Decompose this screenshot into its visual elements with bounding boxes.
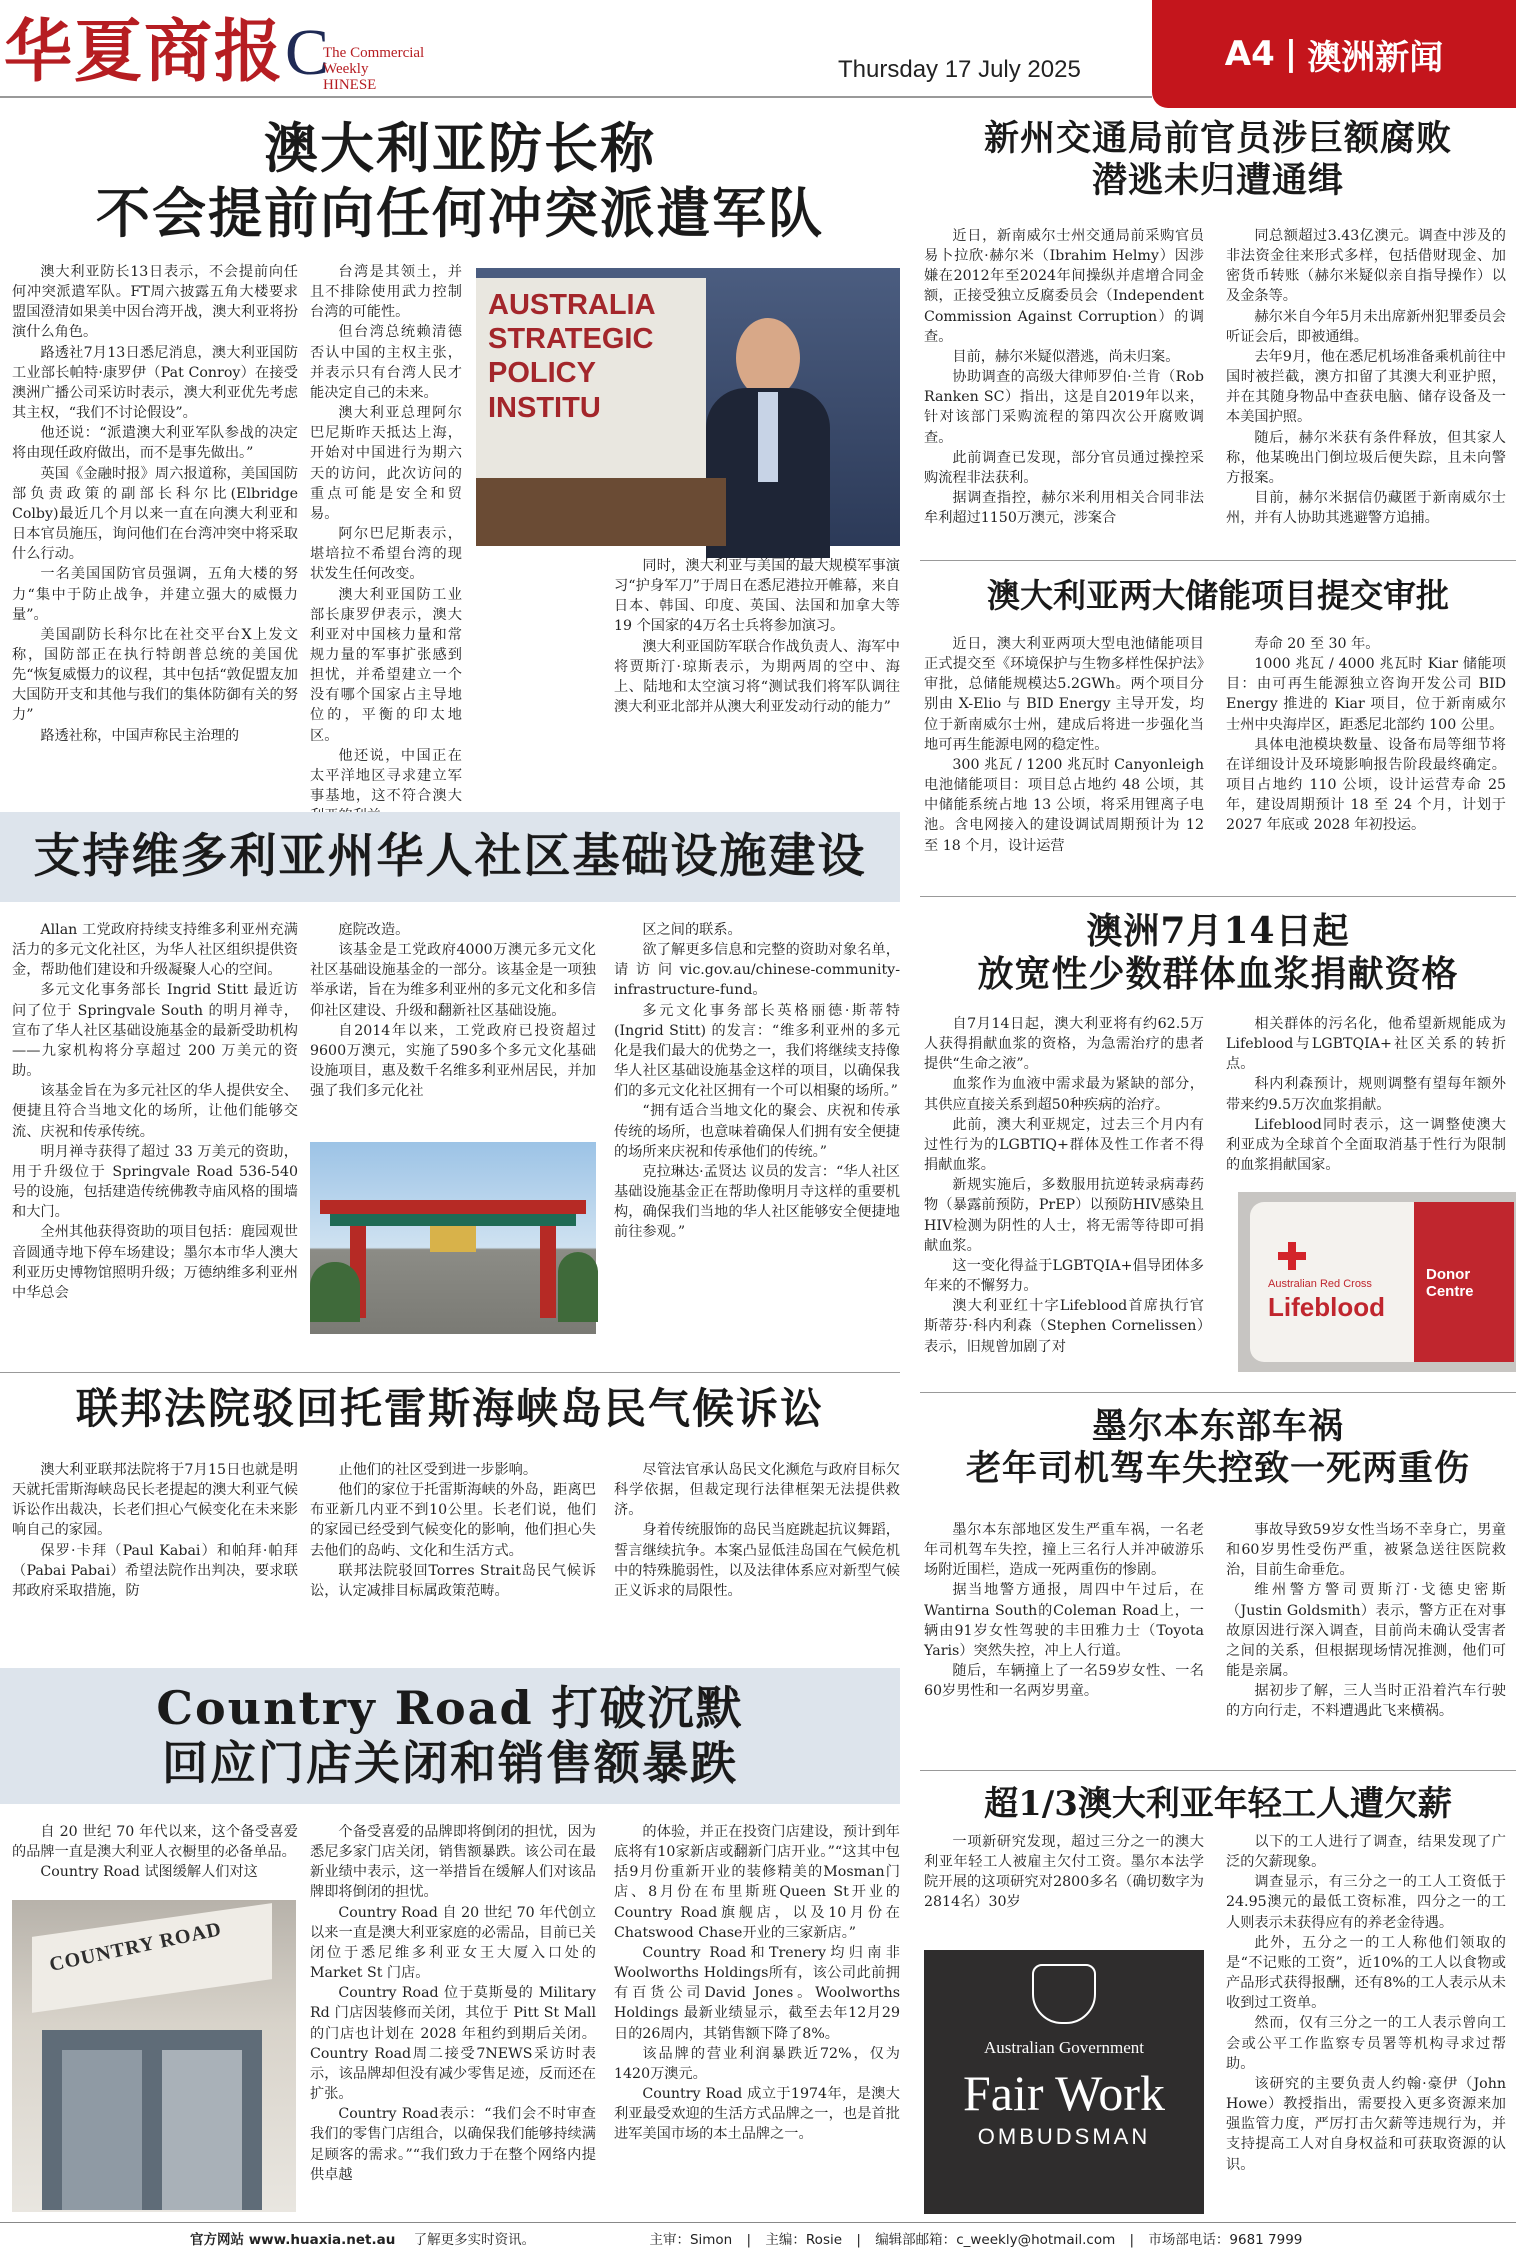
logo-letter-c: C bbox=[285, 16, 330, 89]
footer-editor: Simon bbox=[689, 2232, 733, 2248]
footer-editor-label: 主审： bbox=[649, 2232, 690, 2248]
paragraph: 澳大利亚联邦法院将于7月15日也就是明天就托雷斯海峡岛民长老提起的澳大利亚气候诉讼作出裁决，长老们担心气候变化在未来影响自己的家园。 bbox=[12, 1462, 298, 1539]
headline-torres: 联邦法院驳回托雷斯海峡岛民气候诉讼 bbox=[75, 1384, 824, 1433]
headline-community: 支持维多利亚州华人社区基础设施建设 bbox=[33, 828, 867, 884]
paragraph: Country Road 试图缓解人们对这 bbox=[40, 1864, 258, 1881]
paragraph: 克拉琳达·孟贤达 议员的发言：“华人社区基础设施基金正在帮助像明月寺这样的重要机构，确保我们当地的华人社区能够安全便捷地前往参观。” bbox=[614, 1163, 900, 1241]
paragraph: 庭院改造。 bbox=[338, 922, 410, 938]
photo-lifeblood bbox=[1238, 1192, 1516, 1372]
store-sign: COUNTRY ROAD bbox=[47, 1918, 224, 1977]
storage-col2 bbox=[1226, 634, 1506, 878]
footer-chief-label: 主编： bbox=[765, 2232, 806, 2248]
paragraph: 澳大利亚总理阿尔巴尼斯昨天抵达上海，开始对中国进行为期六天的访问，此次访问的重点可能是安全和贸易。 bbox=[310, 405, 462, 522]
paragraph: 该基金旨在为多元社区的华人提供安全、便捷且符合当地文化的场所，让他们能够交流、庆祝和传承传统。 bbox=[12, 1083, 298, 1140]
defence-col1 bbox=[12, 262, 298, 782]
countryroad-col1 bbox=[12, 1822, 298, 1896]
logo-chinese: 华夏商报 bbox=[4, 12, 285, 92]
paragraph: 个备受喜爱的品牌即将倒闭的担忧，因为悉尼多家门店关闭，销售额暴跌。该公司在最新业绩中表示，这一举措旨在缓解人们对该品牌即将倒闭的担忧。 bbox=[310, 1824, 596, 1901]
paragraph: 科内利森预计，规则调整有望每年额外带来约9.5万次血浆捐献。 bbox=[1226, 1076, 1506, 1113]
paragraph: 近日，澳大利亚两项大型电池储能项目正式提交至《环境保护与生物多样性保护法》审批，总储能规模达5.2GWh。两个项目分别由 X-Elio 与 BID Energy 主导开发，均位于新南威尔士州，建成后将进一步强化当地可再生能源电网的稳定性。 bbox=[924, 636, 1204, 753]
paragraph: 据当地警方通报，周四中午过后，在Wantirna South的Coleman Road上，一辆由91岁女性驾驶的丰田雅力士（Toyota Yaris）突然失控，冲上人行道。 bbox=[924, 1582, 1204, 1659]
paragraph: 澳大利亚国防工业部长康罗伊表示，澳大利亚对中国核力量和常规力量的军事扩张感到担忧，并希望建立一个没有哪个国家占主导地位的，平衡的印太地区。 bbox=[310, 586, 462, 744]
defence-col3 bbox=[614, 556, 900, 782]
paragraph: 该基金是工党政府4000万澳元多元文化社区基础设施基金的一部分。该基金是一项独举承诺，旨在为维多利亚州的多元文化和多信仰社区建设、升级和翻新社区基础设施。 bbox=[310, 942, 596, 1019]
logo-gov-text: Australian Government bbox=[983, 2038, 1145, 2057]
paragraph: 1000 兆瓦 / 4000 兆瓦时 Kiar 储能项目：由可再生能源独立咨询开发公司 BID Energy 推进的 Kiar 项目，位于新南威尔士州中央海岸区，距悉尼北部约 100 公里。 bbox=[1226, 656, 1506, 733]
paragraph: 此前，澳大利亚规定，过去三个月内有过性行为的LGBTIQ+群体及性工作者不得捐献血浆。 bbox=[924, 1116, 1204, 1174]
paragraph: 近日，新南威尔士州交通局前采购官员易卜拉欣·赫尔米（Ibrahim Helmy）因涉嫌在2012年至2024年间操纵并虐增合同金额，正接受独立反腐委员会（Independent Commission Against Corruption）的调查。 bbox=[924, 228, 1204, 345]
paragraph: 身着传统服饰的岛民当庭跳起抗议舞蹈，誓言继续抗争。本案凸显低洼岛国在气候危机中的特殊脆弱性，以及法律体系应对新型气候正义诉求的局限性。 bbox=[614, 1522, 900, 1599]
photo-conroy bbox=[476, 268, 900, 546]
footer-email-label: 编辑部邮箱： bbox=[875, 2232, 957, 2248]
paragraph: 血浆作为血液中需求最为紧缺的部分，其供应直接关系到超50种疾病的治疗。 bbox=[924, 1076, 1204, 1113]
countryroad-col2 bbox=[310, 1822, 596, 2214]
paragraph: 一名美国国防官员强调，五角大楼的努力“集中于防止战争，并建立强大的威慑力量”。 bbox=[12, 566, 298, 623]
paragraph: 多元文化事务部长英格丽德·斯蒂特 (Ingrid Stitt) 的发言：“维多利亚州的多元化是我们最大的优势之一，我们将继续支持像华人社区基础设施基金这样的项目，以确保我们的多元文化社区拥有一个可以相聚的场所。” bbox=[614, 1002, 900, 1100]
paragraph: 该研究的主要负责人约翰·豪伊（John Howe）教授指出，需要投入更多资源来加强监管力度，严厉打击欠薪等违规行为，并支持提高工人对自身权益和可获取资源的认识。 bbox=[1226, 2075, 1506, 2173]
paragraph: 此外，五分之一的工人称他们领取的是“不记账的工资”，近10%的工人以食物或产品形式获得报酬，还有8%的工人表示从未收到过工资单。 bbox=[1226, 1934, 1506, 2012]
paragraph: 300 兆瓦 / 1200 兆瓦时 Canyonleigh 电池储能项目：项目总占地约 48 公顷，其中储能系统占地 13 公顷，将采用锂离子电池。含电网接入的建设调试周期预计为 12 至 18 个月，设计运营 bbox=[924, 756, 1204, 854]
paragraph: 相关群体的污名化，他希望新规能成为Lifeblood与LGBTQIA+社区关系的转折点。 bbox=[1226, 1016, 1506, 1073]
paragraph: 多元文化事务部长 Ingrid Stitt 最近访问了位于 Springvale South 的明月禅寺，宣布了华人社区基础设施基金的最新受助机构——九家机构将分享超过 200 万美元的资助。 bbox=[12, 982, 298, 1080]
headline-country-road: Country Road 打破沉默 回应门店关闭和销售额暴跌 bbox=[156, 1680, 744, 1790]
paragraph: Country Road和Trenery均归南非Woolworths Holdings所有，该公司此前拥有百货公司David Jones。Woolworths Holdings 最新业绩显示，截至去年12月29日的26周内，其销售额下降了8%。 bbox=[614, 1944, 900, 2042]
paragraph: 这一变化得益于LGBTQIA+倡导团体多年来的不懈努力。 bbox=[924, 1257, 1204, 1295]
photo-country-road-store bbox=[12, 1900, 296, 2212]
paragraph: 明月禅寺获得了超过 33 万美元的资助，用于升级位于 Springvale Road 536-540 号的设施，包括建造传统佛教寺庙风格的围墙和大门。 bbox=[12, 1143, 298, 1221]
paragraph: 目前，赫尔米据信仍藏匿于新南威尔士州，并有人协助其逃避警方追捕。 bbox=[1226, 490, 1506, 527]
photo-text: Lifeblood bbox=[1268, 1292, 1385, 1322]
paragraph: 协助调查的高级大律师罗伯·兰肯（Rob Ranken SC）指出，这是自2019年以来，针对该部门采购流程的第四次公开腐败调查。 bbox=[924, 369, 1204, 446]
paragraph: Country Road表示：“我们会不时审查我们的零售门店组合，以确保我们能够持续满足顾客的需求。”“我们致力于在整个网络内提供卓越 bbox=[310, 2106, 596, 2183]
paragraph: Allan 工党政府持续支持维多利亚州充满活力的多元文化社区，为华人社区组织提供资金，帮助他们建设和升级凝聚人心的空间。 bbox=[12, 922, 298, 979]
community-col1 bbox=[12, 920, 298, 1346]
photo-sign-line: INSTITU bbox=[488, 391, 601, 424]
paragraph: 澳大利亚防长13日表示，不会提前向任何冲突派遣军队。FT周六披露五角大楼要求盟国澄清如果美中因台湾开战，澳大利亚将扮演什么角色。 bbox=[12, 264, 298, 341]
divider bbox=[920, 1392, 1516, 1393]
paragraph: Country Road 位于莫斯曼的 Military Rd 门店因装修而关闭，其位于 Pitt St Mall 的门店也计划在 2028 年租约到期后关闭。Country Road周二接受7NEWS采访时表示，该品牌却但没有减少零售足迹，反而还在扩张。 bbox=[310, 1985, 596, 2103]
band-country-road bbox=[0, 1668, 900, 1804]
paragraph: 区之间的联系。 bbox=[642, 922, 742, 938]
paragraph: 随后，赫尔米获有条件释放，但其家人称，他某晚出门倒垃圾后便失踪，且未向警方报案。 bbox=[1226, 429, 1506, 486]
footer-phone: 9681 7999 bbox=[1229, 2232, 1303, 2248]
defence-col2 bbox=[310, 262, 462, 805]
paragraph: 然而，仅有三分之一的工人表示曾向工会或公平工作监察专员署等机构寻求过帮助。 bbox=[1226, 2015, 1506, 2072]
plasma-col2 bbox=[1226, 1014, 1506, 1174]
photo-sign-line: POLICY bbox=[488, 357, 596, 390]
paragraph: 同时，澳大利亚与美国的最大规模军事演习“护身军刀”于周日在悉尼港拉开帷幕，来自日本、韩国、印度、英国、法国和加拿大等 19 个国家的4万名士兵将参加演习。 bbox=[614, 558, 900, 635]
band-community bbox=[0, 812, 900, 902]
paragraph: 路透社7月13日悉尼消息，澳大利亚国防工业部长帕特·康罗伊（Pat Conroy）在接受澳洲广播公司采访时表示，澳大利亚优先考虑其主权，“我们不讨论假设”。 bbox=[12, 344, 298, 422]
paragraph: Country Road 自 20 世纪 70 年代创立以来一直是澳大利亚家庭的必需品，目前已关闭位于悉尼维多利亚女王大厦入口处的 Market St 门店。 bbox=[310, 1904, 596, 1982]
photo-sign-line: AUSTRALIA bbox=[488, 289, 656, 321]
footer-email[interactable]: c_weekly@hotmail.com bbox=[956, 2232, 1116, 2248]
paragraph: 保罗·卡拜（Paul Kabai）和帕拜·帕拜（Pabai Pabai）希望法院作出判决，要求联邦政府采取措施，防 bbox=[12, 1542, 298, 1599]
paragraph: 英国《金融时报》周六报道称，美国国防部负责政策的副部长科尔比(Elbridge Colby)最近几个月以来一直在向澳大利亚和日本官员施压，询问他们在台湾冲突中将采取什么行动。 bbox=[12, 465, 298, 563]
photo-temple-gate bbox=[310, 1142, 596, 1334]
storage-col1 bbox=[924, 634, 1204, 878]
corruption-col2 bbox=[1226, 226, 1506, 546]
divider bbox=[920, 1770, 1516, 1771]
paragraph: 维州警方警司贾斯汀·戈德史密斯（Justin Goldsmith）表示，警方正在对事故原因进行深入调查，目前尚未确认受害者之间的关系，但根据现场情况推测，他们可能是亲属。 bbox=[1226, 1582, 1506, 1680]
headline-corruption: 新州交通局前官员涉巨额腐败 潜逃未归遭通缉 bbox=[983, 118, 1452, 201]
paragraph: Lifeblood同时表示，这一调整使澳大利亚成为全球首个全面取消基于性行为限制的血浆捐献国家。 bbox=[1226, 1116, 1506, 1174]
divider bbox=[920, 560, 1516, 561]
paragraph: Country Road 成立于1974年，是澳大利亚最受欢迎的生活方式品牌之一，也是首批进军美国市场的本土品牌之一。 bbox=[614, 2086, 900, 2143]
footer-chief: Rosie bbox=[805, 2232, 843, 2248]
paragraph: 澳大利亚国防军联合作战负责人、海军中将贾斯汀·琼斯表示，为期两周的空中、海上、陆地和太空演习将“测试我们将军队调往澳大利亚北部并从澳大利亚发动行动的能力” bbox=[614, 638, 900, 716]
fair-work-logo bbox=[924, 1950, 1204, 2214]
logo-english: The Commercial Weekly HINESE bbox=[323, 45, 425, 93]
paragraph: 联邦法院驳回Torres Strait岛民气候诉讼，认定减排目标属政策范畴。 bbox=[310, 1562, 596, 1599]
paragraph: 自7月14日起，澳大利亚将有约62.5万人获得捐献血浆的资格，为急需治疗的患者提供“生命之液”。 bbox=[924, 1016, 1204, 1073]
community-col2 bbox=[310, 920, 596, 1130]
divider bbox=[0, 1372, 900, 1373]
torres-col1 bbox=[12, 1460, 298, 1660]
paragraph: 澳大利亚红十字Lifeblood首席执行官斯蒂芬·科内利森（Stephen Cornelissen）表示，旧规曾加剧了对 bbox=[924, 1298, 1204, 1355]
plasma-col1 bbox=[924, 1014, 1204, 1374]
coat-of-arms-icon bbox=[1032, 1964, 1096, 2024]
section-tab: A4 | 澳洲新闻 bbox=[1152, 0, 1516, 108]
defence-col2b bbox=[310, 552, 596, 782]
paragraph: 他们的家位于托雷斯海峡的外岛，距离巴布亚新几内亚不到10公里。长老们说，他们的家园已经受到气候变化的影响，他们担心失去他们的岛屿、文化和生活方式。 bbox=[310, 1482, 596, 1559]
paragraph: 同总额超过3.43亿澳元。调查中涉及的非法资金往来形式多样，包括借财现金、加密货币转账（赫尔米疑似亲自指导操作）以及金条等。 bbox=[1226, 228, 1506, 305]
photo-text: Donor Centre bbox=[1426, 1266, 1474, 1300]
paragraph: 他还说：“派遣澳大利亚军队参战的决定将由现任政府做出，而不是事先做出。” bbox=[12, 425, 298, 462]
headline-plasma: 澳洲7月14日起 放宽性少数群体血浆捐献资格 bbox=[977, 910, 1459, 996]
crash-col2 bbox=[1226, 1520, 1506, 1760]
footer: 官方网站 www.huaxia.net.au 了解更多实时资讯。 主审：Simon | 主编：Rosie | 编辑部邮箱：c_weekly@hotmail.com | 市场部电话：9681 7999 bbox=[190, 2232, 1303, 2248]
footer-more: 了解更多实时资讯。 bbox=[413, 2232, 536, 2248]
paragraph: 台湾是其领土，并且不排除使用武力控制台湾的可能性。 bbox=[310, 264, 462, 321]
paragraph: 阿尔巴尼斯表示，堪培拉不希望台湾的现状发生任何改变。 bbox=[310, 526, 462, 583]
paragraph: 全州其他获得资助的项目包括：鹿园观世音圆通寺地下停车场建设；墨尔本市华人澳大利亚历史博物馆照明升级；万德纳维多利亚州中华总会 bbox=[12, 1224, 298, 1301]
headline-storage: 澳大利亚两大储能项目提交审批 bbox=[987, 576, 1449, 615]
paragraph: 据初步了解，三人当时正沿着汽车行驶的方向行走，不料遭遇此飞来横祸。 bbox=[1226, 1683, 1506, 1720]
paragraph: 一项新研究发现，超过三分之一的澳大利亚年轻工人被雇主欠付工资。墨尔本法学院开展的这项研究对2800多名（确切数字为2814名）30岁 bbox=[924, 1834, 1204, 1911]
logo-main-text: Fair Work bbox=[963, 2065, 1165, 2121]
headline-crash: 墨尔本东部车祸 老年司机驾车失控致一死两重伤 bbox=[965, 1406, 1470, 1489]
paragraph: 他还说，中国正在太平洋地区寻求建立军事基地，这不符合澳大 bbox=[310, 747, 462, 805]
red-cross-icon bbox=[1278, 1242, 1306, 1270]
paragraph: 目前，赫尔米疑似潜逃，尚未归案。 bbox=[952, 348, 1180, 365]
corruption-col1 bbox=[924, 226, 1204, 546]
footer-rule bbox=[0, 2222, 1516, 2223]
torres-col3 bbox=[614, 1460, 900, 1660]
photo-text: Australian Red Cross bbox=[1268, 1278, 1372, 1290]
paragraph: “拥有适合当地文化的聚会、庆祝和传承传统的场所，也意味着确保人们拥有安全便捷的场所来庆祝和传承他们的传统。” bbox=[614, 1103, 900, 1160]
paragraph: 去年9月，他在悉尼机场准备乘机前往中国时被拦截，澳方扣留了其澳大利亚护照，并在其随身物品中查获电脑、储存设备及一本美国护照。 bbox=[1226, 348, 1506, 426]
paragraph: 墨尔本东部地区发生严重车祸，一名老年司机驾车失控，撞上三名行人并冲破游乐场附近围栏，造成一死两重伤的惨剧。 bbox=[924, 1522, 1204, 1579]
paragraph: 的体验，并正在投资门店建设，预计到年底将有10家新店或翻新门店开业。”“这其中包括9月份重新开业的装修精美的Mosman门店、8月份在布里斯班Queen St开业的Country Road旗舰店，以及10月份在Chatswood Chase开业的三家新店。” bbox=[614, 1824, 900, 1941]
paragraph: 此前调查已发现，部分官员通过操控采购流程非法获利。 bbox=[924, 449, 1204, 486]
wage-col1 bbox=[924, 1832, 1204, 1940]
headline-defence: 澳大利亚防长称 不会提前向任何冲突派遣军队 bbox=[96, 116, 824, 245]
torres-col2 bbox=[310, 1460, 596, 1660]
wage-col2 bbox=[1226, 1832, 1506, 2214]
logo-sub-text: OMBUDSMAN bbox=[977, 2124, 1151, 2149]
countryroad-col3 bbox=[614, 1822, 900, 2214]
paragraph: 调查显示，有三分之一的工人工资低于24.95澳元的最低工资标准，四分之一的工人则表示未获得应有的养老金待遇。 bbox=[1226, 1874, 1506, 1931]
paragraph: 寿命 20 至 30 年。 bbox=[1254, 636, 1380, 652]
paragraph: 该品牌的营业利润暴跌近72%，仅为1420万澳元。 bbox=[614, 2045, 900, 2082]
footer-site[interactable]: 官方网站 www.huaxia.net.au bbox=[190, 2232, 396, 2248]
photo-sign-line: STRATEGIC bbox=[488, 323, 654, 356]
paragraph: 以下的工人进行了调查，结果发现了广泛的欠薪现象。 bbox=[1226, 1834, 1506, 1871]
paragraph: 自2014年以来，工党政府已投资超过9600万澳元，实施了590多个多元文化基础设施项目，惠及数千名维多利亚州居民，并加强了我们多元化社 bbox=[310, 1022, 596, 1100]
paragraph: 随后，车辆撞上了一名59岁女性、一名60岁男性和一名两岁男童。 bbox=[924, 1663, 1204, 1700]
masthead-rule bbox=[0, 96, 1152, 98]
paragraph: 赫尔米自今年5月未出席新州犯罪委员会听证会后，即被通缉。 bbox=[1226, 308, 1506, 345]
issue-date: Thursday 17 July 2025 bbox=[838, 56, 1081, 83]
paragraph: 路透社称，中国声称民主治理的 bbox=[40, 727, 240, 744]
headline-wage: 超1/3澳大利亚年轻工人遭欠薪 bbox=[984, 1784, 1452, 1824]
paragraph: 尽管法官承认岛民文化濒危与政府目标欠科学依据，但裁定现行法律框架无法提供救济。 bbox=[614, 1462, 900, 1519]
divider bbox=[920, 896, 1516, 897]
paragraph: 具体电池模块数量、设备布局等细节将在详细设计及环境影响报告阶段最终确定。项目占地约 110 公顷，设计运营寿命 25 年，建设周期预计 18 至 24 个月，计划于 2027 年底或 2028 年初投运。 bbox=[1226, 736, 1506, 834]
paragraph: 但台湾总统赖清德否认中国的主权主张，并表示只有台湾人民才能决定自己的未来。 bbox=[310, 324, 462, 401]
paragraph: 自 20 世纪 70 年代以来，这个备受喜爱的品牌一直是澳大利亚人衣橱里的必备单品。 bbox=[12, 1824, 298, 1861]
paragraph: 新规实施后，多数服用抗逆转录病毒药物（暴露前预防，PrEP）以预防HIV感染且HIV检测为阴性的人士，将无需等待即可捐献血浆。 bbox=[924, 1177, 1204, 1254]
crash-col1 bbox=[924, 1520, 1204, 1760]
footer-phone-label: 市场部电话： bbox=[1148, 2232, 1230, 2248]
paragraph: 止他们的社区受到进一步影响。 bbox=[338, 1462, 538, 1478]
community-col3 bbox=[614, 920, 900, 1346]
paragraph: 欲了解更多信息和完整的资助对象名单，请访问vic.gov.au/chinese-community-infrastructure-fund。 bbox=[614, 942, 900, 999]
paragraph: 美国副防长科尔比在社交平台X上发文称，国防部正在执行特朗普总统的美国优先“恢复威慑力的议程，其中包括“敦促盟友加大国防开支和其他与我们的集体防御有关的努力” bbox=[12, 626, 298, 724]
paragraph: 据调查指控，赫尔米利用相关合同非法牟利超过1150万澳元，涉案合 bbox=[924, 490, 1204, 527]
paragraph: 事故导致59岁女性当场不幸身亡，男童和60岁男性受伤严重，被紧急送往医院救治，目前生命垂危。 bbox=[1226, 1522, 1506, 1579]
